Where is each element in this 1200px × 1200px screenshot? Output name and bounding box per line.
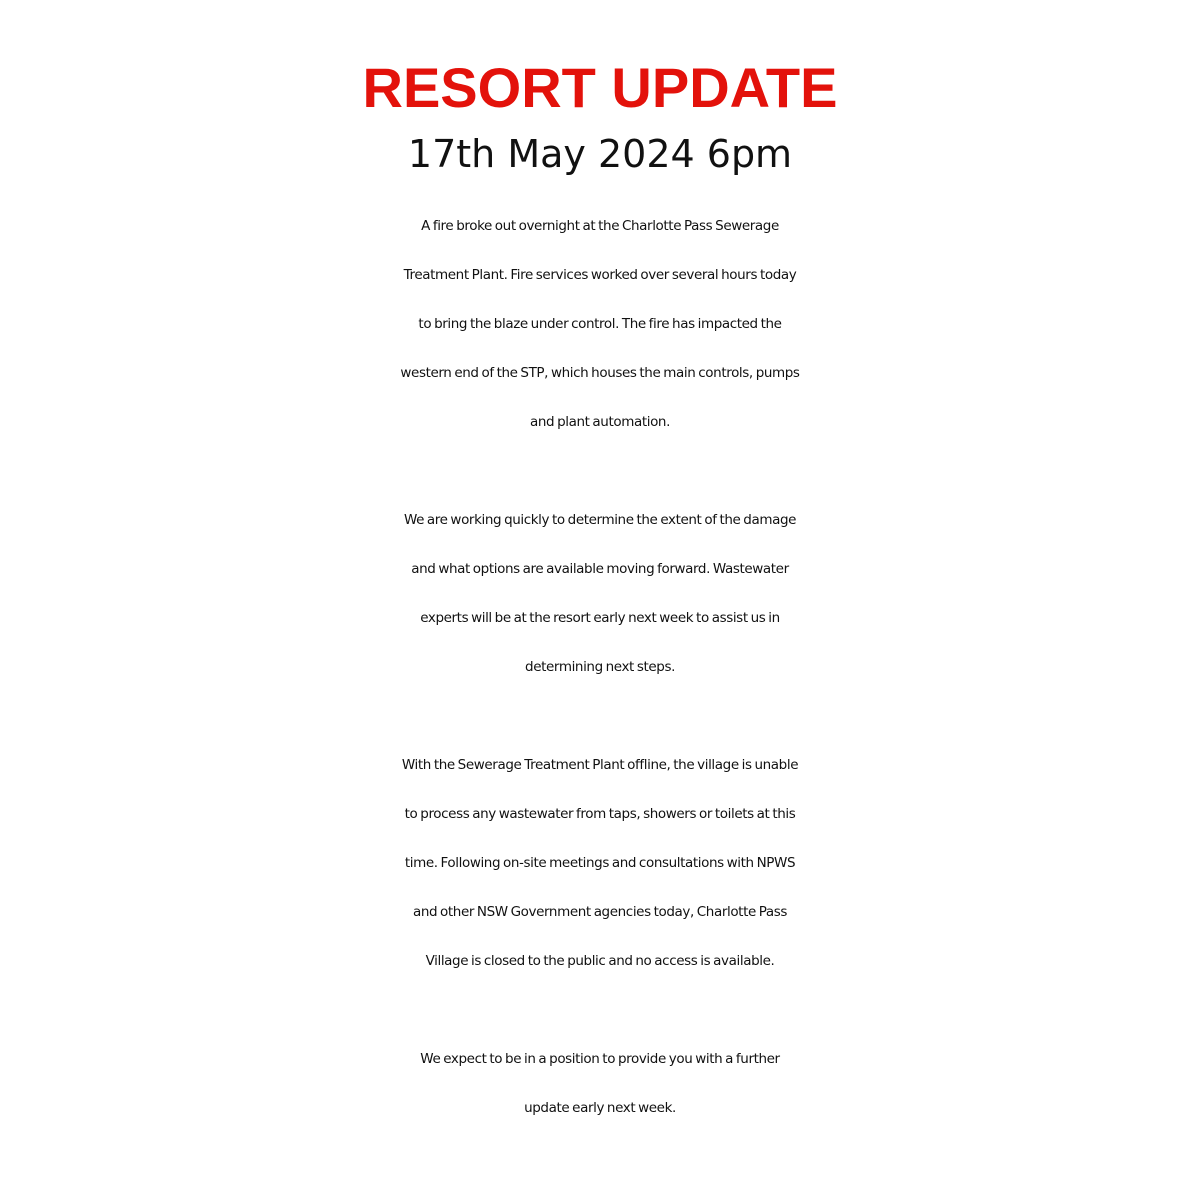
paragraph-line: western end of the STP, which houses the main controls, pumps	[400, 365, 800, 381]
paragraph-line: update early next week.	[524, 1100, 676, 1116]
paragraph-line: determining next steps.	[525, 659, 675, 675]
update-date: 17th May 2024 6pm	[407, 132, 793, 176]
paragraph-village-closure	[0, 741, 1200, 986]
paragraph-line: A fire broke out overnight at the Charlotte Pass Sewerage	[421, 218, 779, 234]
paragraph-line: to bring the blaze under control. The fire has impacted the	[418, 316, 782, 332]
paragraph-next-update	[0, 1035, 1200, 1133]
paragraph-line: to process any wastewater from taps, showers or toilets at this	[404, 806, 796, 822]
paragraph-line: and plant automation.	[530, 414, 670, 430]
paragraph-fire-incident	[0, 202, 1200, 447]
paragraph-line: and what options are available moving forward. Wastewater	[411, 561, 789, 577]
paragraph-line: We are working quickly to determine the extent of the damage	[403, 512, 797, 528]
page-title: RESORT UPDATE	[362, 56, 838, 119]
paragraph-damage-assessment	[0, 496, 1200, 692]
paragraph-line: time. Following on-site meetings and consultations with NPWS	[404, 855, 796, 871]
paragraph-line: Village is closed to the public and no access is available.	[425, 953, 775, 969]
paragraph-line: Treatment Plant. Fire services worked over several hours today	[403, 267, 797, 283]
paragraph-line: experts will be at the resort early next week to assist us in	[420, 610, 780, 626]
paragraph-line: and other NSW Government agencies today, Charlotte Pass	[412, 904, 788, 920]
paragraph-line: With the Sewerage Treatment Plant offline, the village is unable	[401, 757, 799, 773]
paragraph-line: We expect to be in a position to provide you with a further	[420, 1051, 780, 1067]
